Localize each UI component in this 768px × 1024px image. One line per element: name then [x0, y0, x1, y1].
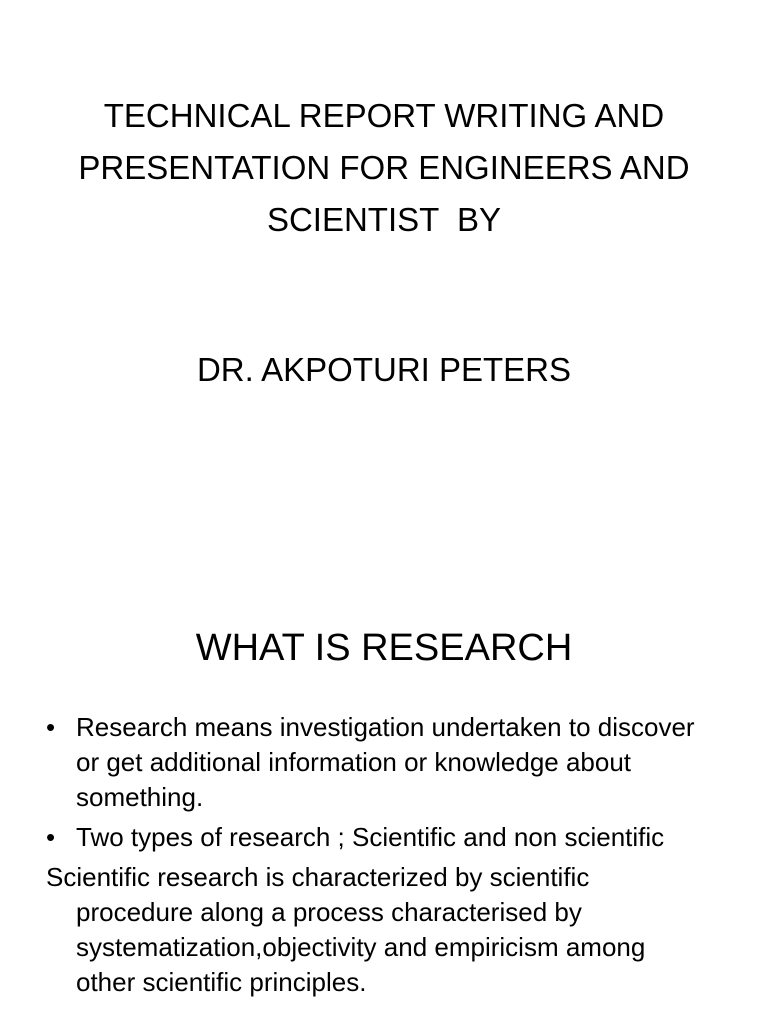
- bullet-text: Two types of research ; Scientific and non scientific: [76, 822, 665, 852]
- bullet-text: Research means investigation undertaken to discover or get additional information or knowledge about something.: [76, 712, 695, 812]
- bullet-item: [46, 710, 706, 815]
- bullet-icon: •: [46, 712, 56, 742]
- content-slide: [0, 512, 768, 1024]
- body-paragraph: Scientific research is characterized by scientific procedure along a process characterised by systematization,objectivity and empiricism among other scientific principles.: [46, 862, 646, 997]
- bullet-item: [46, 820, 706, 855]
- slide-body: [46, 710, 706, 1000]
- presentation-title: [40, 90, 728, 246]
- title-line-2: PRESENTATION FOR ENGINEERS AND: [78, 149, 690, 186]
- bullet-icon: •: [46, 822, 56, 852]
- slide-title: WHAT IS RESEARCH: [195, 627, 573, 669]
- author-name: DR. AKPOTURI PETERS: [196, 351, 572, 388]
- title-line-3: SCIENTIST BY: [266, 201, 502, 238]
- title-line-1: TECHNICAL REPORT WRITING AND: [103, 97, 665, 134]
